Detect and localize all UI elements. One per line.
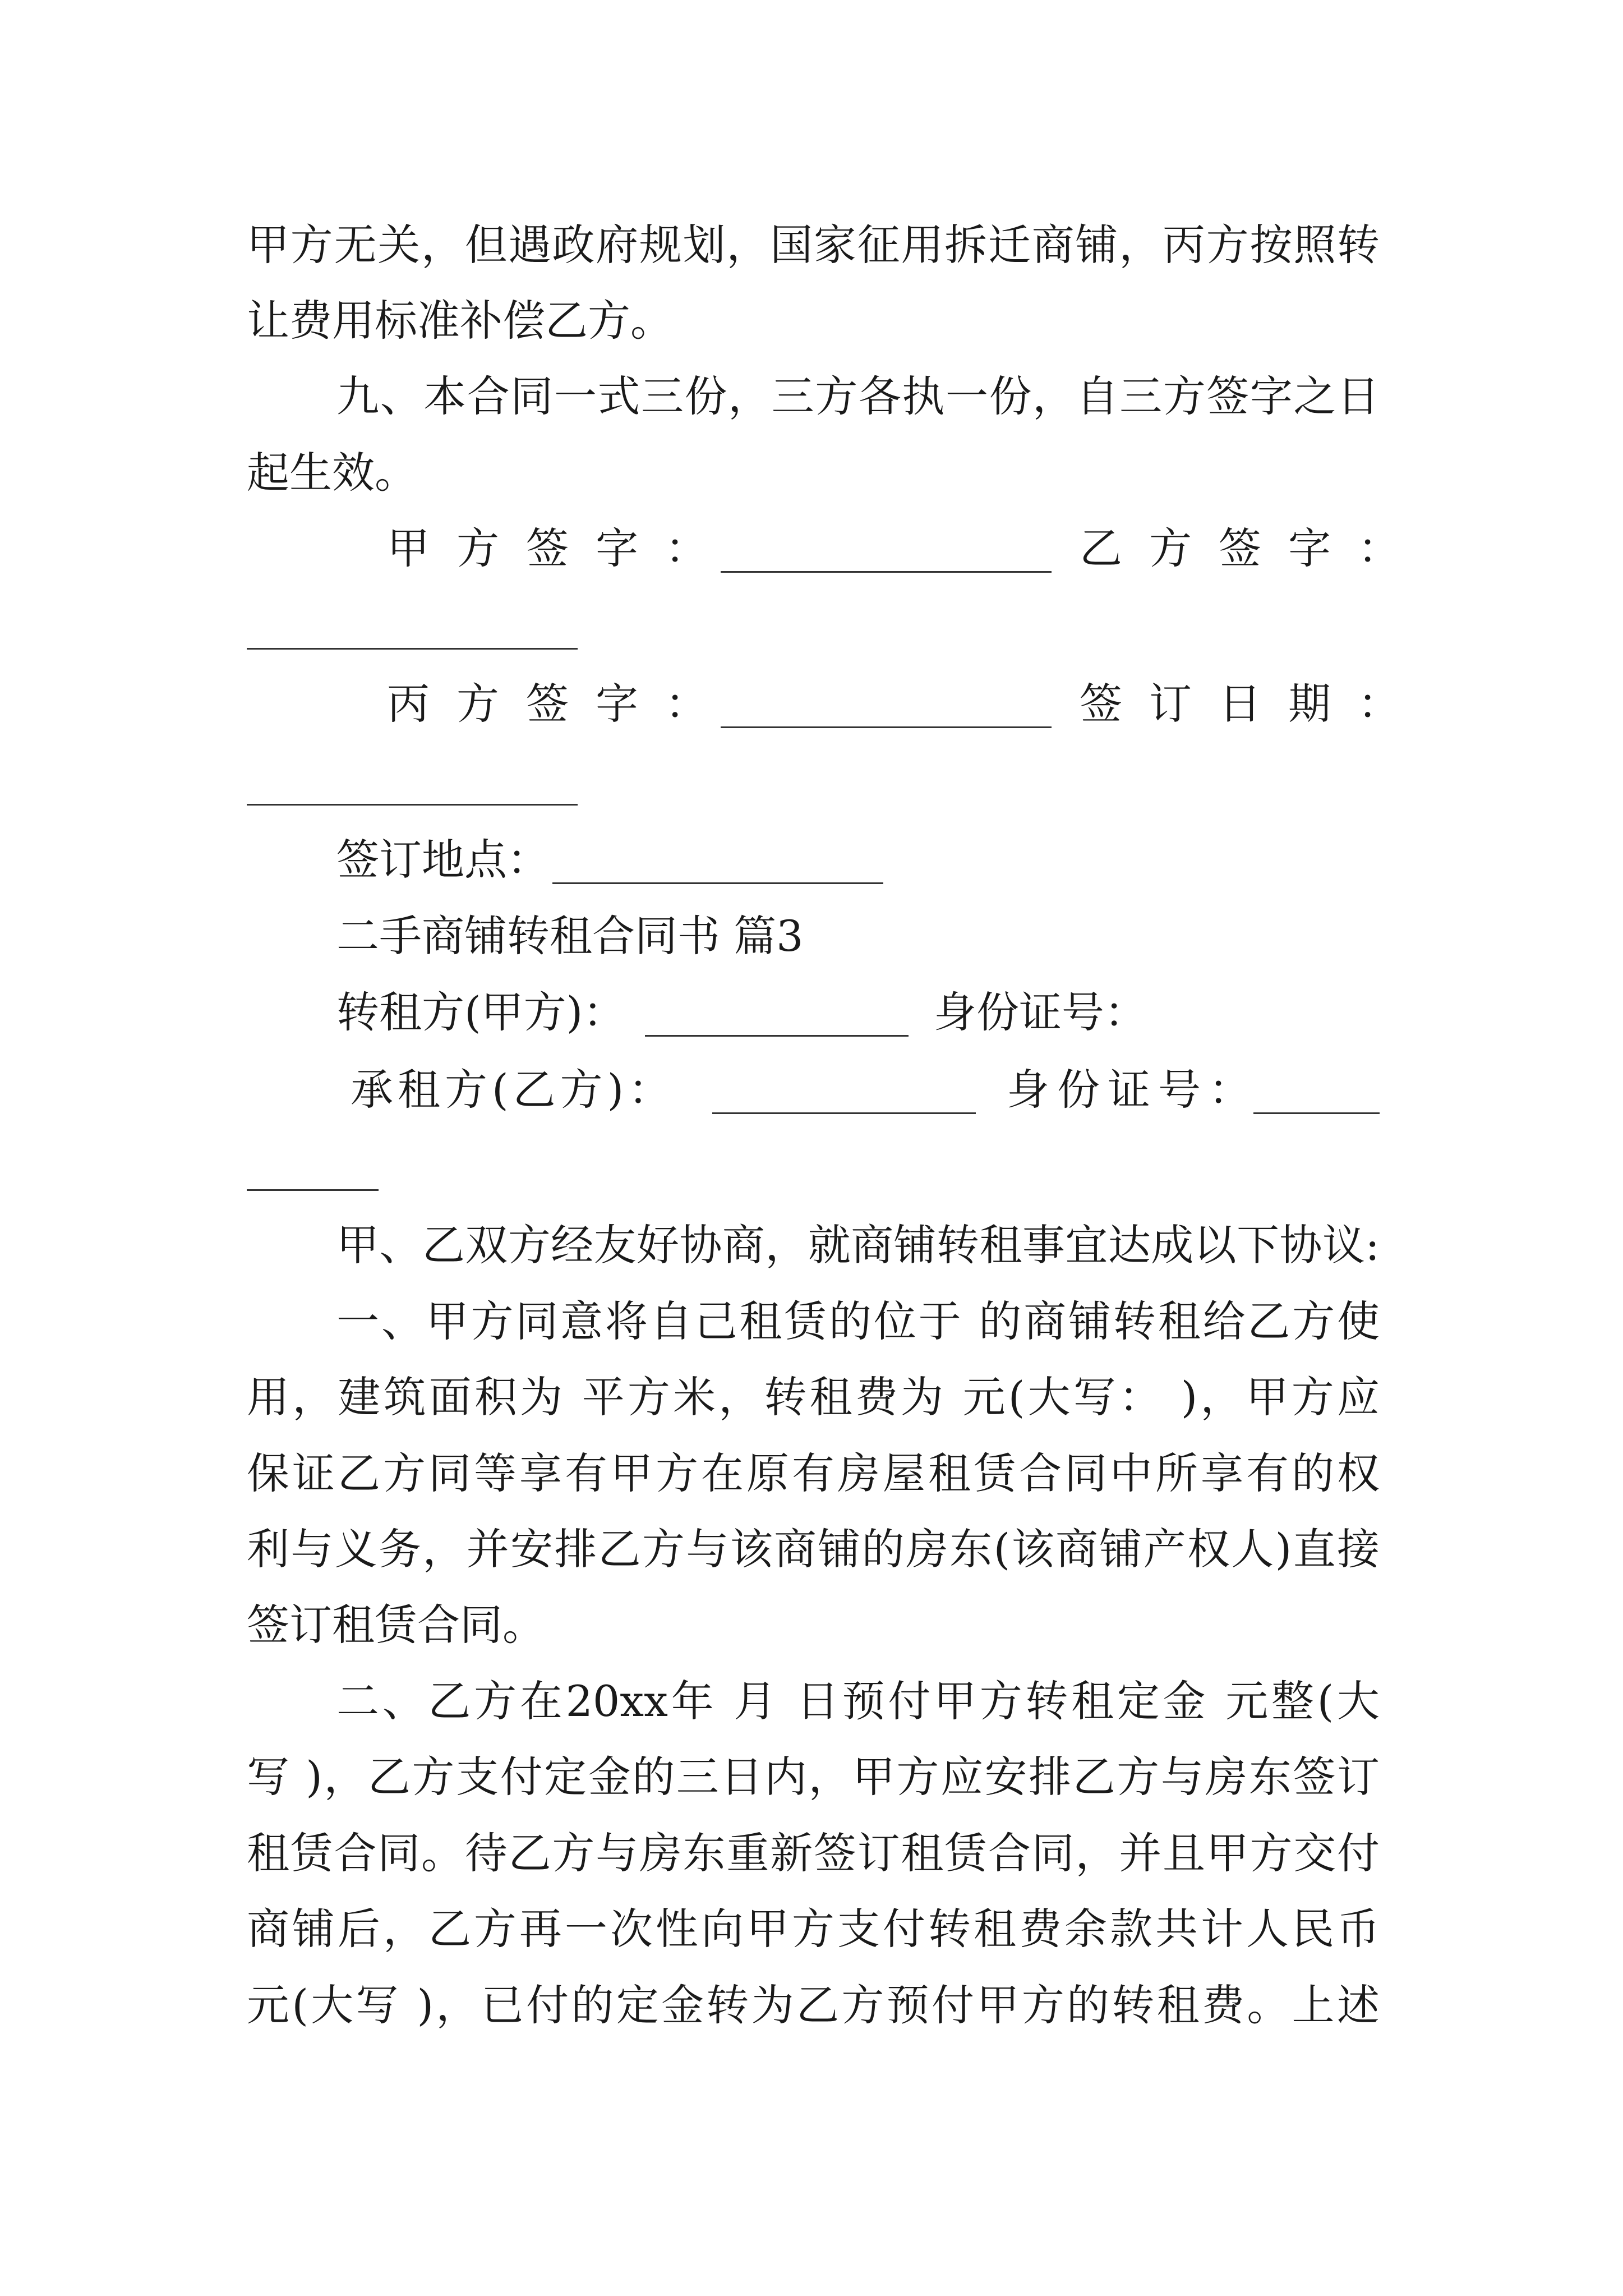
paragraph-line: 让费用标准补偿乙方。 (247, 296, 673, 346)
signing-place-label: 签订地点： (336, 835, 550, 885)
paragraph-line: 签订租赁合同。 (247, 1600, 545, 1650)
paragraph-line: 九、本合同一式三份，三方各执一份，自三方签字之日 (336, 371, 1380, 421)
signing-date-blank (247, 804, 578, 806)
sublessor-id-label: 身份证号： (934, 987, 1147, 1037)
sublessee-blank (712, 1112, 976, 1114)
sublessor-blank (645, 1035, 909, 1037)
paragraph-line: 用，建筑面积为 平方米，转租费为 元(大写： )，甲方应 (247, 1372, 1380, 1422)
sublessee-id-blank-b (247, 1189, 379, 1191)
paragraph-line: 利与义务，并安排乙方与该商铺的房东(该商铺产权人)直接 (247, 1524, 1380, 1574)
paragraph-line: 起生效。 (247, 448, 417, 498)
sublessee-id-label: 身份证号： (1007, 1065, 1259, 1115)
paragraph-line: 甲、乙双方经友好协商，就商铺转租事宜达成以下协议: (336, 1220, 1380, 1270)
party-a-signature-label: 甲方签字： (387, 523, 735, 573)
paragraph-line: 商铺后，乙方再一次性向甲方支付转租费余款共计人民币 (247, 1904, 1380, 1954)
paragraph-line: 写 )，乙方支付定金的三日内，甲方应安排乙方与房东签订 (247, 1752, 1380, 1802)
paragraph-line: 二、乙方在20xx年 月 日预付甲方转租定金 元整(大 (336, 1676, 1380, 1726)
paragraph-line: 元(大写 )，已付的定金转为乙方预付甲方的转租费。上述 (247, 1980, 1380, 2030)
party-c-signature-blank (721, 726, 1052, 728)
paragraph-line: 甲方无关，但遇政府规划，国家征用拆迁商铺，丙方按照转 (247, 220, 1380, 270)
section-title: 二手商铺转租合同书 篇3 (336, 911, 804, 961)
paragraph-line: 租赁合同。待乙方与房东重新签订租赁合同，并且甲方交付 (247, 1828, 1380, 1878)
signing-place-blank (552, 882, 883, 884)
party-b-signature-label: 乙方签字： (1080, 523, 1427, 573)
party-a-signature-blank (721, 571, 1052, 573)
paragraph-line: 一、甲方同意将自己租赁的位于 的商铺转租给乙方使 (336, 1296, 1380, 1346)
sublessor-label: 转租方(甲方)： (336, 987, 626, 1037)
party-c-signature-label: 丙方签字： (387, 679, 735, 729)
paragraph-line: 保证乙方同等享有甲方在原有房屋租赁合同中所享有的权 (247, 1448, 1380, 1498)
signing-date-label: 签订日期： (1080, 679, 1427, 729)
sublessee-id-blank-a (1253, 1112, 1380, 1114)
party-b-signature-blank (247, 648, 578, 650)
sublessee-label: 承租方(乙方)： (351, 1065, 676, 1115)
